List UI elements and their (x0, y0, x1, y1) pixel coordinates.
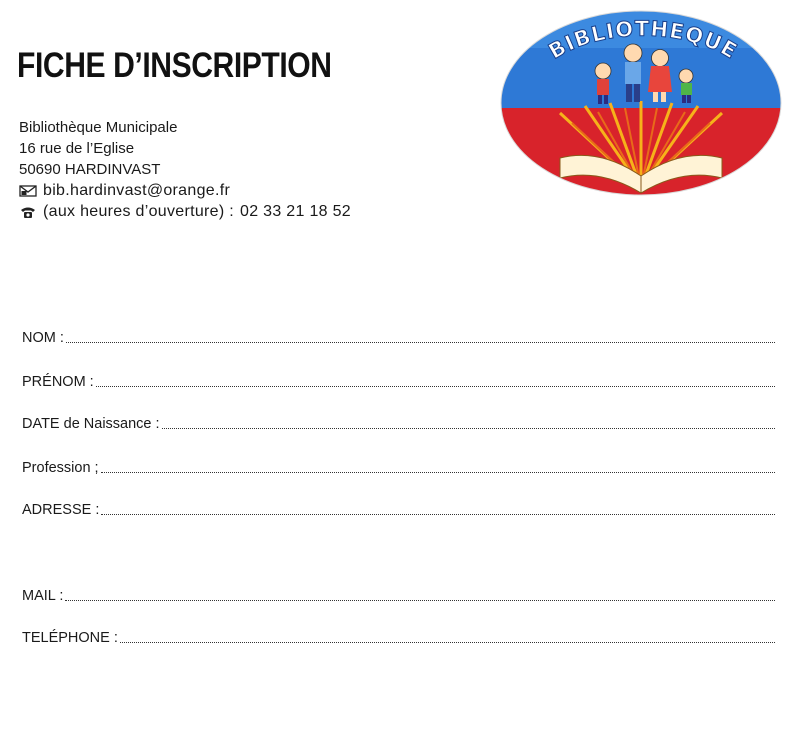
field-prenom[interactable] (22, 370, 775, 390)
field-label: MAIL : (22, 588, 64, 604)
field-label: NOM : (22, 330, 64, 346)
field-label: PRÉNOM : (22, 374, 94, 390)
logo-text: BIBLIOTHEQUE (544, 16, 742, 64)
address-line-3: 50690 HARDINVAST (19, 161, 161, 178)
address-line-2: 16 rue de l’Eglise (19, 140, 135, 157)
bibliotheque-logo (500, 8, 782, 198)
field-mail[interactable] (22, 584, 775, 604)
field-nom[interactable] (22, 326, 775, 346)
email-row (19, 180, 351, 201)
field-label: DATE de Naissance : (22, 416, 160, 432)
field-label: ADRESSE : (22, 502, 100, 518)
library-phone: 02 33 21 18 52 (240, 203, 351, 220)
field-dotted-line[interactable] (96, 385, 775, 387)
field-profession[interactable] (22, 456, 775, 476)
field-dotted-line[interactable] (101, 513, 775, 515)
field-adresse[interactable] (22, 498, 775, 518)
library-email[interactable]: bib.hardinvast@orange.fr (43, 182, 231, 199)
field-date-naissance[interactable] (22, 412, 775, 432)
phone-note: (aux heures d’ouverture) : (43, 203, 235, 220)
field-dotted-line[interactable] (66, 341, 775, 343)
field-dotted-line[interactable] (120, 641, 775, 643)
field-telephone[interactable] (22, 626, 775, 646)
field-label: Profession ; (22, 460, 99, 476)
library-address (19, 117, 351, 222)
field-dotted-line[interactable] (101, 471, 775, 473)
field-label: TELÉPHONE : (22, 630, 118, 646)
telephone-icon (19, 205, 37, 219)
page-title: FICHE D’INSCRIPTION (17, 46, 332, 85)
field-dotted-line[interactable] (65, 599, 775, 601)
address-line-1: Bibliothèque Municipale (19, 119, 178, 136)
mail-icon (19, 184, 37, 198)
phone-row (19, 201, 351, 222)
field-dotted-line[interactable] (162, 427, 775, 429)
